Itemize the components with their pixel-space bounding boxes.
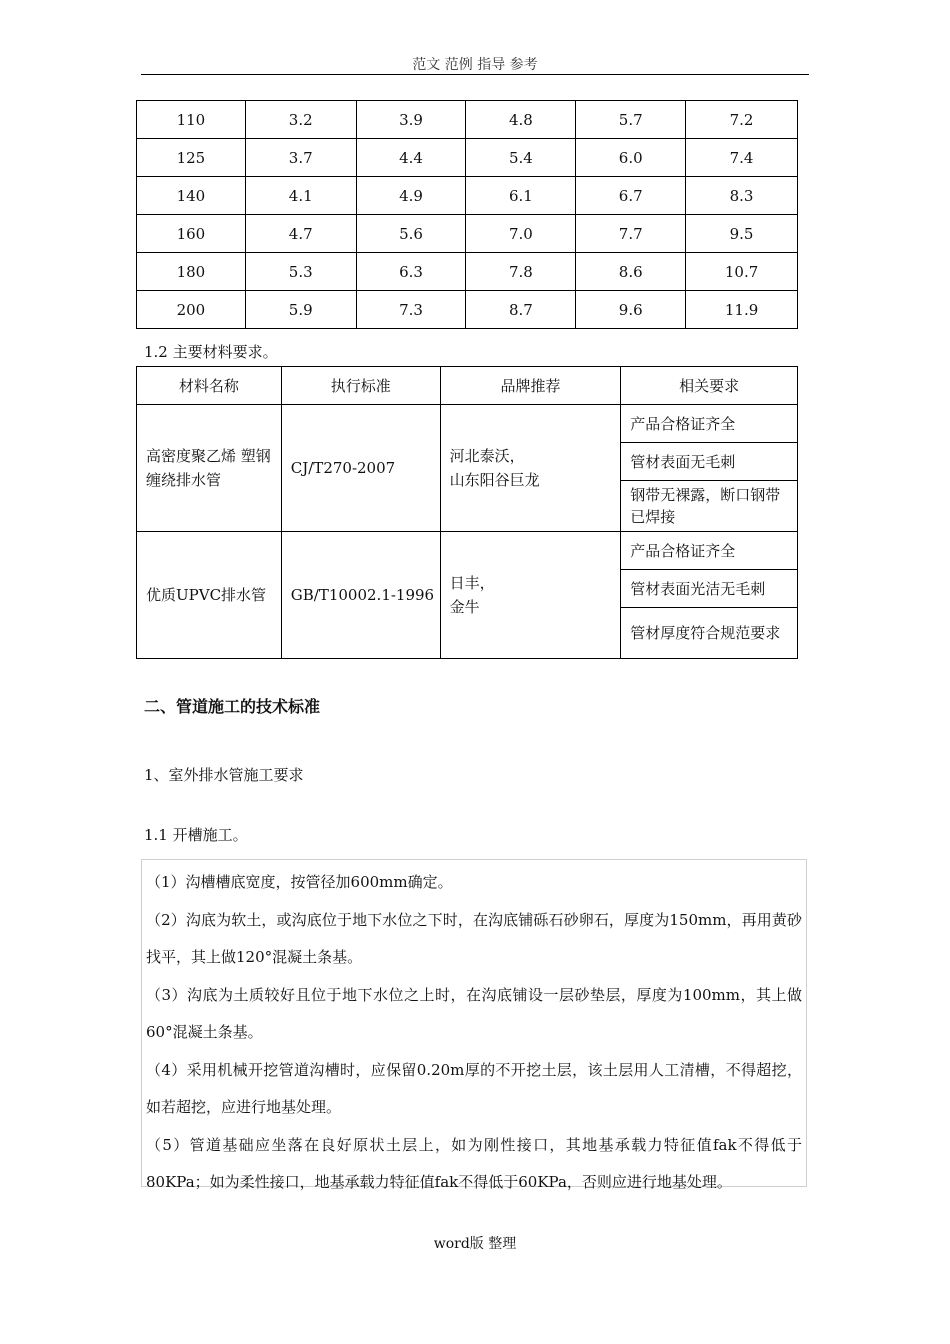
materials-label: 1.2 主要材料要求。	[144, 343, 278, 361]
requirement-cell: 钢带无裸露，断口钢带已焊接	[621, 481, 798, 532]
spec-cell: 180	[137, 253, 246, 291]
material-brands	[440, 532, 621, 659]
spec-cell: 5.4	[466, 139, 576, 177]
spec-cell: 7.7	[576, 215, 686, 253]
material-name: 高密度聚乙烯 塑钢缠绕排水管	[137, 405, 282, 532]
header-requirements: 相关要求	[621, 367, 798, 405]
spec-row	[137, 101, 798, 139]
spec-cell: 5.6	[356, 215, 466, 253]
spec-cell: 7.2	[686, 101, 798, 139]
requirement-cell: 产品合格证齐全	[621, 405, 798, 443]
spec-row	[137, 177, 798, 215]
materials-header-row	[137, 367, 798, 405]
material-standard: CJ/T270-2007	[281, 405, 440, 532]
requirement-paragraph: （1）沟槽槽底宽度，按管径加600mm确定。	[146, 873, 453, 891]
spec-cell: 7.8	[466, 253, 576, 291]
materials-table	[136, 366, 798, 659]
spec-cell: 200	[137, 291, 246, 329]
spec-row	[137, 253, 798, 291]
spec-row	[137, 139, 798, 177]
spec-cell: 5.3	[245, 253, 356, 291]
spec-row	[137, 215, 798, 253]
brand-line: 金牛	[449, 598, 480, 616]
material-brands	[440, 405, 621, 532]
spec-cell: 4.4	[356, 139, 466, 177]
header-material-name: 材料名称	[137, 367, 282, 405]
spec-cell: 7.0	[466, 215, 576, 253]
spec-cell: 4.1	[245, 177, 356, 215]
spec-cell: 5.7	[576, 101, 686, 139]
spec-cell: 8.3	[686, 177, 798, 215]
spec-cell: 6.3	[356, 253, 466, 291]
requirement-cell: 管材厚度符合规范要求	[621, 608, 798, 659]
spec-cell: 4.9	[356, 177, 466, 215]
header-standard: 执行标准	[281, 367, 440, 405]
page-header: 范文 范例 指导 参考	[141, 54, 809, 75]
brand-line: 山东阳谷巨龙	[449, 471, 540, 489]
requirement-cell: 产品合格证齐全	[621, 532, 798, 570]
requirement-paragraph: （2）沟底为软土，或沟底位于地下水位之下时，在沟底铺砾石砂卵石，厚度为150mm，再用黄砂找平，其上做120°混凝土条基。	[146, 910, 802, 966]
page-footer: word版 整理	[433, 1236, 517, 1252]
brand-line: 河北泰沃，	[449, 447, 525, 465]
spec-cell: 6.0	[576, 139, 686, 177]
spec-cell: 8.7	[466, 291, 576, 329]
spec-cell: 7.3	[356, 291, 466, 329]
requirement-paragraph: （3）沟底为土质较好且位于地下水位之上时，在沟底铺设一层砂垫层，厚度为100mm，其上做60°混凝土条基。	[146, 985, 802, 1041]
spec-cell: 160	[137, 215, 246, 253]
material-row	[137, 405, 798, 443]
spec-cell: 9.6	[576, 291, 686, 329]
spec-cell: 7.4	[686, 139, 798, 177]
pipe-spec-table	[136, 100, 798, 329]
subsubsection-title: 1.1 开槽施工。	[144, 826, 248, 844]
spec-cell: 4.8	[466, 101, 576, 139]
spec-cell: 6.1	[466, 177, 576, 215]
spec-cell: 8.6	[576, 253, 686, 291]
requirement-paragraph: （5）管道基础应坐落在良好原状土层上，如为刚性接口，其地基承载力特征值fak不得低于80KPa；如为柔性接口，地基承载力特征值fak不得低于60KPa，否则应进行地基处理。	[146, 1135, 802, 1191]
requirement-paragraph: （4）采用机械开挖管道沟槽时，应保留0.20m厚的不开挖土层，该土层用人工清槽，不得超挖，如若超挖，应进行地基处理。	[146, 1060, 802, 1116]
spec-cell: 125	[137, 139, 246, 177]
spec-cell: 110	[137, 101, 246, 139]
spec-cell: 140	[137, 177, 246, 215]
requirement-cell: 管材表面无毛刺	[621, 443, 798, 481]
material-name: 优质UPVC排水管	[137, 532, 282, 659]
spec-cell: 4.7	[245, 215, 356, 253]
spec-cell: 3.7	[245, 139, 356, 177]
spec-cell: 11.9	[686, 291, 798, 329]
spec-cell: 3.2	[245, 101, 356, 139]
trench-requirements-box	[141, 859, 807, 1191]
spec-cell: 6.7	[576, 177, 686, 215]
brand-line: 日丰，	[449, 574, 495, 592]
material-row	[137, 532, 798, 570]
section-heading: 二、管道施工的技术标准	[144, 697, 321, 716]
spec-row	[137, 291, 798, 329]
subsection-title: 1、室外排水管施工要求	[144, 766, 304, 784]
spec-cell: 10.7	[686, 253, 798, 291]
material-standard: GB/T10002.1-1996	[281, 532, 440, 659]
spec-cell: 9.5	[686, 215, 798, 253]
spec-cell: 5.9	[245, 291, 356, 329]
header-brand: 品牌推荐	[440, 367, 621, 405]
requirement-cell: 管材表面光洁无毛刺	[621, 570, 798, 608]
spec-cell: 3.9	[356, 101, 466, 139]
